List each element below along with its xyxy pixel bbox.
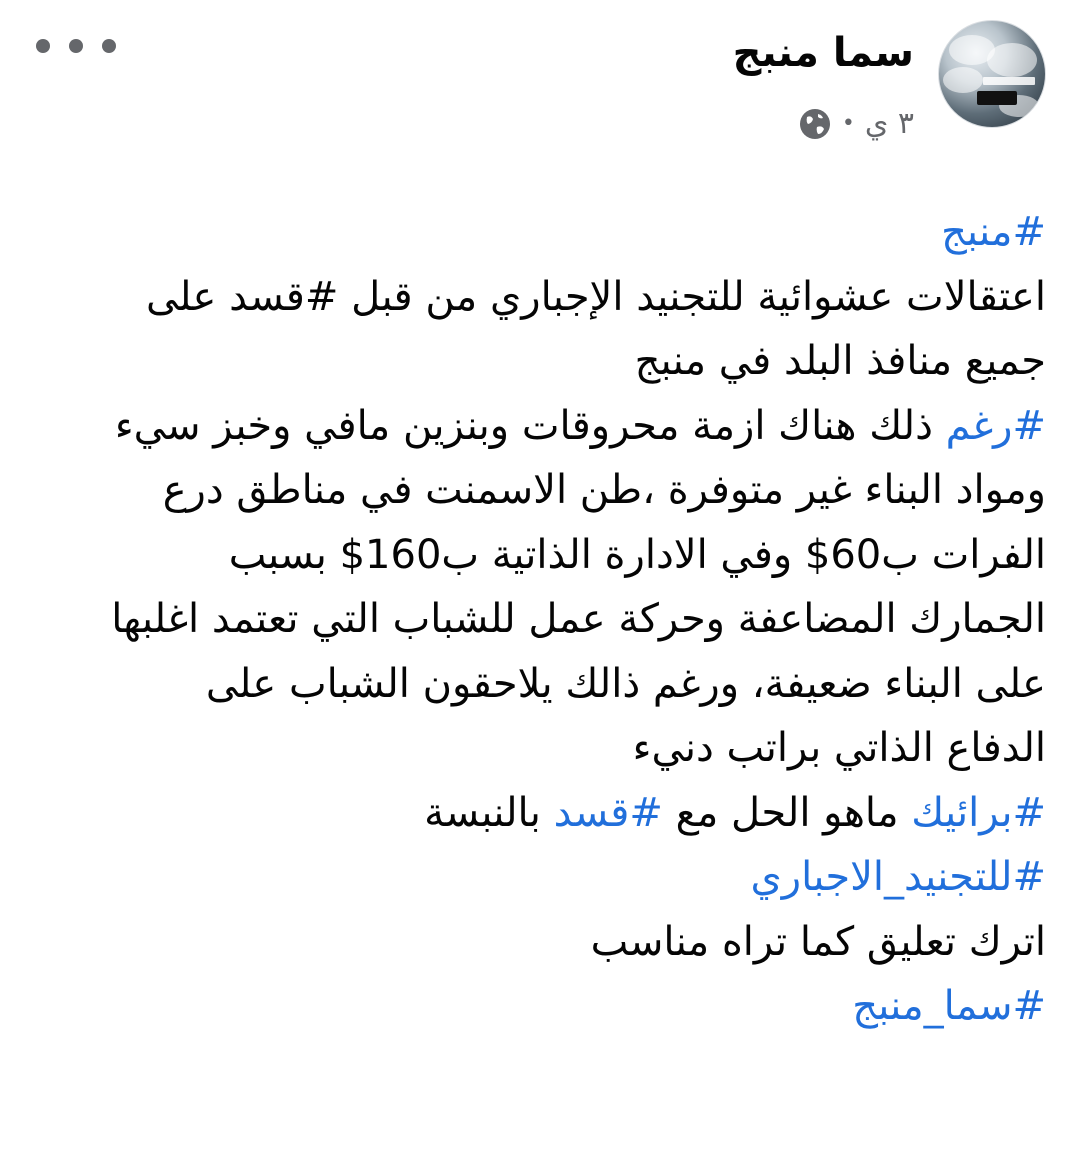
post-line [30,200,1046,265]
post-text-segment: ماهو الحل مع [662,789,912,836]
post-line: على البناء ضعيفة، ورغم ذالك يلاحقون الشباب على [205,660,1046,707]
post-line: اترك تعليق كما تراه مناسب [590,918,1046,965]
post-line: جميع منافذ البلد في منبج [634,338,1046,384]
hashtag-link[interactable]: #قسد [553,789,663,836]
post-text-segment: بالنبسة [424,789,554,836]
globe-icon[interactable] [798,107,832,141]
post-line: الفرات ب60$ وفي الادارة الذاتية ب160$ بسبب [228,531,1046,578]
post-line: ومواد البناء غير متوفرة ،طن الاسمنت في مناطق درع [162,467,1046,513]
post-line [30,845,1046,910]
post-meta [798,106,914,141]
post-text [30,200,1046,1039]
author-avatar[interactable] [938,20,1046,128]
post-line: اعتقالات عشوائية للتجنيد الإجباري من قبل #قسد على [145,273,1046,320]
hashtag-link[interactable]: #سما_منبج [852,983,1046,1029]
post-time[interactable]: ٣ ي [864,106,914,141]
post-line [30,781,1046,846]
post-text-segment: ذلك هناك ازمة محروقات وبنزين مافي وخبز سيء [114,402,946,449]
hashtag-link[interactable]: #برائيك [911,789,1046,836]
post-line [30,394,1046,459]
hashtag-link[interactable]: #للتجنيد_الاجباري [750,854,1046,900]
post-line: الجمارك المضاعفة وحركة عمل للشباب التي تعتمد اغلبها [111,596,1046,642]
post-line [30,974,1046,1039]
hashtag-link[interactable]: #منبج [941,209,1046,255]
author-name[interactable]: سما منبج [732,30,914,76]
post-line: الدفاع الذاتي براتب دنيء [632,725,1046,771]
more-options-icon[interactable] [36,26,116,66]
meta-separator: • [841,111,855,136]
hashtag-link[interactable]: #رغم [945,402,1046,449]
post-header [0,0,1080,180]
